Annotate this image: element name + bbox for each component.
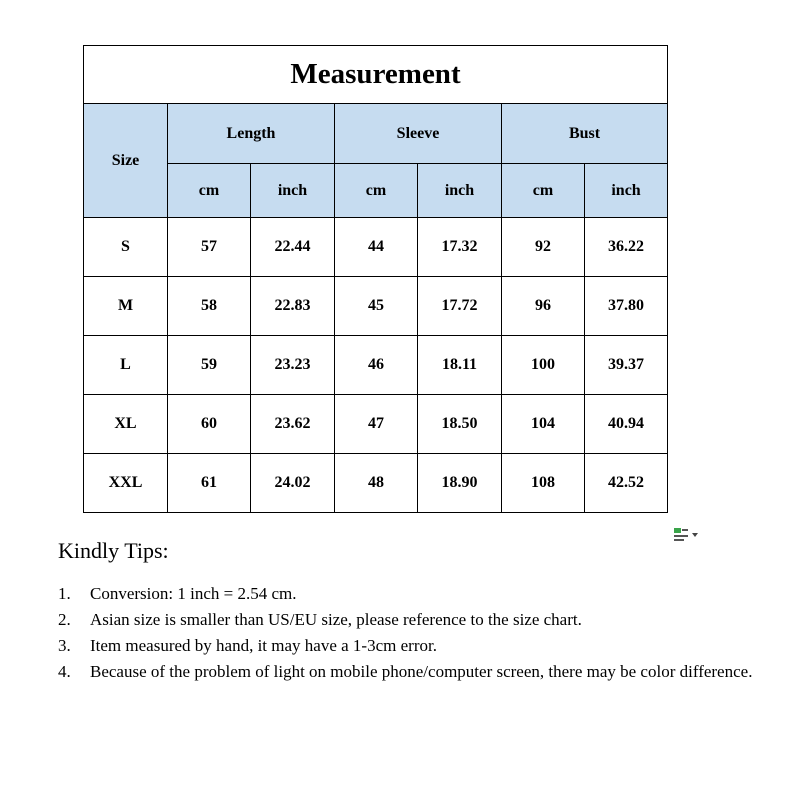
unit-header: cm (335, 164, 418, 218)
unit-header: cm (502, 164, 585, 218)
table-row (84, 277, 668, 336)
table-cell: 18.50 (418, 395, 502, 454)
table-cell: 24.02 (251, 454, 335, 513)
size-header: Size (84, 104, 168, 218)
tip-text: Asian size is smaller than US/EU size, please reference to the size chart. (90, 610, 582, 629)
clipboard-icon (674, 528, 688, 542)
chevron-down-icon (692, 533, 698, 537)
table-cell: 18.90 (418, 454, 502, 513)
list-item (58, 607, 782, 633)
table-cell: 37.80 (585, 277, 668, 336)
table-cell: 60 (168, 395, 251, 454)
table-cell: 57 (168, 218, 251, 277)
bust-header: Bust (502, 104, 668, 164)
table-cell: 48 (335, 454, 418, 513)
list-number: 3. (58, 636, 71, 655)
table-cell: 47 (335, 395, 418, 454)
table-row (84, 218, 668, 277)
table-cell: 46 (335, 336, 418, 395)
paste-options-icon[interactable] (674, 525, 710, 545)
table-row (84, 454, 668, 513)
size-cell: XL (84, 395, 168, 454)
table-cell: 22.44 (251, 218, 335, 277)
table-cell: 108 (502, 454, 585, 513)
table-cell: 45 (335, 277, 418, 336)
size-cell: M (84, 277, 168, 336)
table-row (84, 395, 668, 454)
table-cell: 58 (168, 277, 251, 336)
table-cell: 17.32 (418, 218, 502, 277)
table-cell: 59 (168, 336, 251, 395)
size-cell: L (84, 336, 168, 395)
list-item (58, 581, 782, 607)
table-cell: 44 (335, 218, 418, 277)
measurement-table (83, 45, 668, 513)
table-title: Measurement (84, 46, 668, 104)
list-number: 1. (58, 584, 71, 603)
list-item (58, 659, 782, 685)
list-number: 4. (58, 662, 71, 681)
table-cell: 23.62 (251, 395, 335, 454)
tip-text: Conversion: 1 inch = 2.54 cm. (90, 584, 297, 603)
tips-heading: Kindly Tips: (58, 538, 169, 563)
table-cell: 96 (502, 277, 585, 336)
size-cell: XXL (84, 454, 168, 513)
table-cell: 18.11 (418, 336, 502, 395)
table-cell: 36.22 (585, 218, 668, 277)
table-cell: 42.52 (585, 454, 668, 513)
tips-list (58, 581, 782, 685)
size-cell: S (84, 218, 168, 277)
table-cell: 61 (168, 454, 251, 513)
list-item (58, 633, 782, 659)
tip-text: Item measured by hand, it may have a 1-3cm error. (90, 636, 437, 655)
table-cell: 17.72 (418, 277, 502, 336)
table-cell: 39.37 (585, 336, 668, 395)
table-cell: 100 (502, 336, 585, 395)
table-row (84, 336, 668, 395)
table-cell: 104 (502, 395, 585, 454)
unit-header: inch (418, 164, 502, 218)
list-number: 2. (58, 610, 71, 629)
table-cell: 23.23 (251, 336, 335, 395)
length-header: Length (168, 104, 335, 164)
tip-text: Because of the problem of light on mobile phone/computer screen, there may be color difference. (90, 662, 753, 681)
table-cell: 92 (502, 218, 585, 277)
sleeve-header: Sleeve (335, 104, 502, 164)
unit-header: inch (251, 164, 335, 218)
unit-header: cm (168, 164, 251, 218)
unit-header: inch (585, 164, 668, 218)
table-cell: 40.94 (585, 395, 668, 454)
table-cell: 22.83 (251, 277, 335, 336)
